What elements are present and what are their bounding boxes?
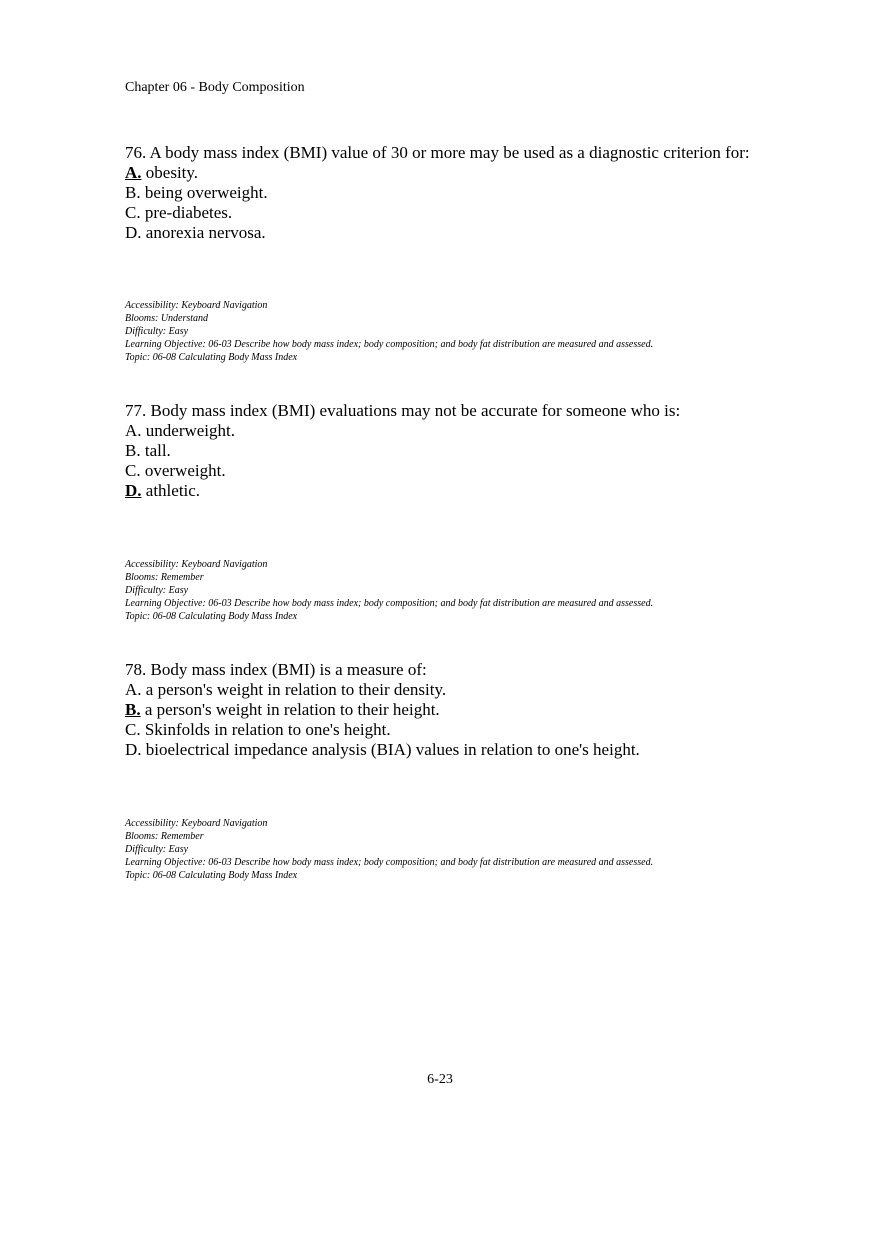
option-letter: D. [125,740,142,759]
option-text: anorexia nervosa. [141,223,266,242]
meta-difficulty: Difficulty: Easy [125,585,189,596]
answer-option-b [125,700,825,720]
page-number: 6-23 [427,1072,453,1087]
meta-blooms: Blooms: Remember [125,572,204,583]
option-letter: B. [125,700,141,719]
question-stem: 76. A body mass index (BMI) value of 30 or more may be used as a diagnostic criterion for: [125,143,750,162]
option-text: pre-diabetes. [140,203,233,222]
answer-option-a [125,421,825,441]
question-78-metadata [125,817,825,882]
question-stem: 78. Body mass index (BMI) is a measure of: [125,660,427,679]
option-text: underweight. [141,421,236,440]
option-letter: B. [125,441,141,460]
question-77-metadata [125,558,825,623]
option-letter: D. [125,223,142,242]
meta-blooms: Blooms: Understand [125,313,209,324]
answer-option-d [125,223,825,243]
meta-accessibility: Accessibility: Keyboard Navigation [125,300,268,311]
option-letter: A. [125,421,142,440]
option-letter: C. [125,461,141,480]
option-letter: A. [125,680,142,699]
answer-option-a [125,680,825,700]
answer-option-c [125,720,825,740]
meta-accessibility: Accessibility: Keyboard Navigation [125,559,268,570]
answer-option-d [125,481,825,501]
answer-option-c [125,203,825,223]
option-text: tall. [140,441,171,460]
meta-topic: Topic: 06-08 Calculating Body Mass Index [125,870,298,881]
answer-option-b [125,183,825,203]
option-text: being overweight. [140,183,268,202]
answer-option-a [125,163,825,183]
chapter-header: Chapter 06 - Body Composition [125,80,305,95]
option-text: a person's weight in relation to their density. [141,680,447,699]
option-letter: C. [125,720,141,739]
option-letter: D. [125,481,142,500]
question-77 [125,401,825,501]
option-letter: C. [125,203,141,222]
meta-objective: Learning Objective: 06-03 Describe how body mass index; body composition; and body fat distribution are measured and assessed. [125,339,654,350]
question-78 [125,660,825,760]
meta-topic: Topic: 06-08 Calculating Body Mass Index [125,611,298,622]
meta-objective: Learning Objective: 06-03 Describe how body mass index; body composition; and body fat distribution are measured and assessed. [125,598,654,609]
option-text: Skinfolds in relation to one's height. [140,720,391,739]
question-76 [125,143,825,243]
meta-topic: Topic: 06-08 Calculating Body Mass Index [125,352,298,363]
meta-objective: Learning Objective: 06-03 Describe how body mass index; body composition; and body fat distribution are measured and assessed. [125,857,654,868]
answer-option-d [125,740,825,760]
option-text: a person's weight in relation to their height. [140,700,440,719]
meta-blooms: Blooms: Remember [125,831,204,842]
meta-difficulty: Difficulty: Easy [125,326,189,337]
option-text: overweight. [140,461,226,480]
option-letter: B. [125,183,141,202]
answer-option-b [125,441,825,461]
meta-accessibility: Accessibility: Keyboard Navigation [125,818,268,829]
option-text: athletic. [141,481,201,500]
option-letter: A. [125,163,142,182]
option-text: bioelectrical impedance analysis (BIA) values in relation to one's height. [141,740,640,759]
question-stem: 77. Body mass index (BMI) evaluations may not be accurate for someone who is: [125,401,681,420]
answer-option-c [125,461,825,481]
meta-difficulty: Difficulty: Easy [125,844,189,855]
question-76-metadata [125,299,825,364]
option-text: obesity. [141,163,199,182]
